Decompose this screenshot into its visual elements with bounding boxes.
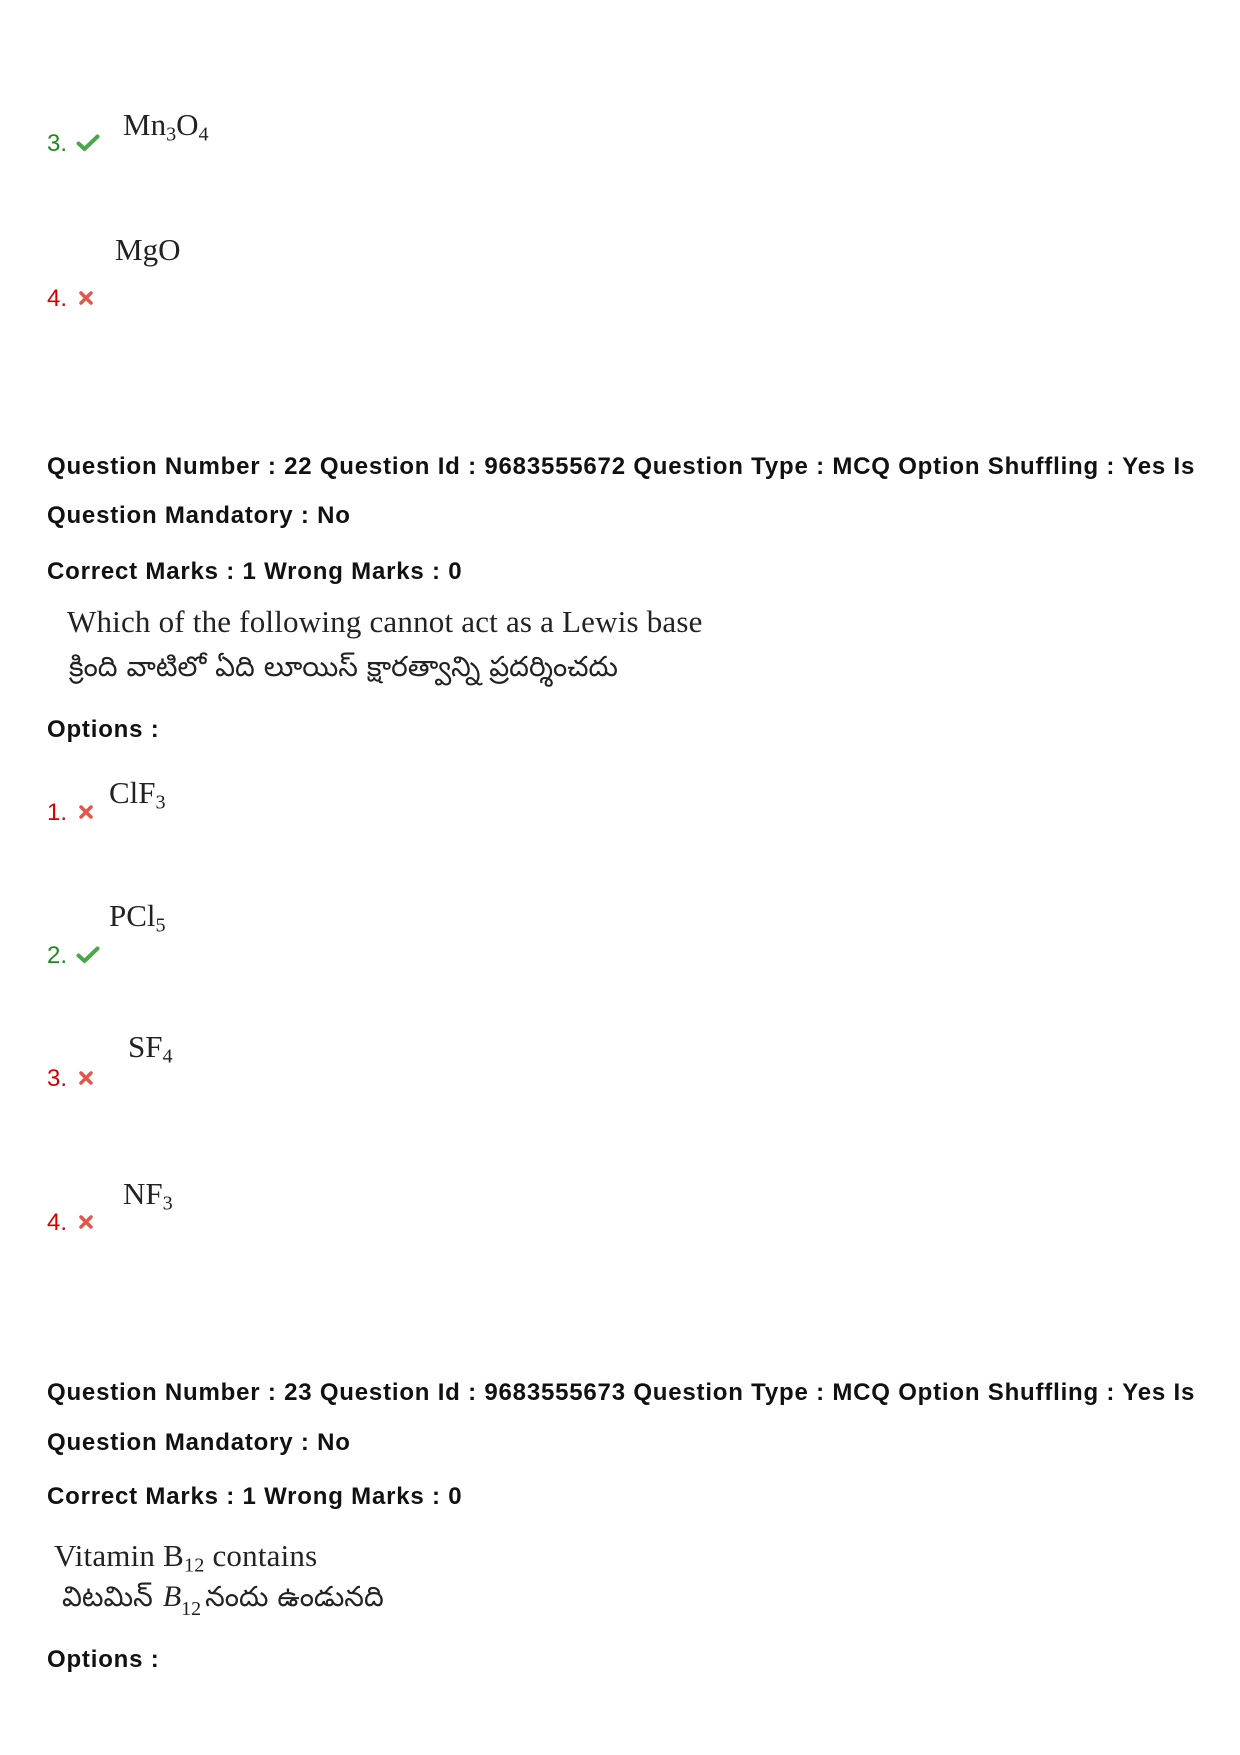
marks-line: Correct Marks : 1 Wrong Marks : 0 [47,558,463,585]
check-icon [76,946,100,964]
option-formula: $SF_4$ [128,1029,173,1068]
option-number: 4. [47,1209,68,1236]
telugu-text: విటమిన్ [62,1580,153,1613]
check-icon [76,134,100,152]
option-number: 3. [47,130,68,157]
telugu-text: నందు ఉండునది [205,1580,384,1613]
subscript: 5 [155,914,166,937]
question-text-telugu: క్రింది వాటిలో ఏది లూయిస్ క్షారత్వాన్ని ప్రదర్శించదు [69,650,618,683]
question-mandatory-line: Question Mandatory : No [47,502,351,529]
question-text-english: Which of the following cannot act as a Lewis base [67,604,703,639]
marks-line: Correct Marks : 1 Wrong Marks : 0 [47,1483,463,1510]
option-number: 2. [47,942,68,969]
subscript: 3 [162,1192,173,1215]
question-text-english: Vitamin $B_{12}$ contains [54,1538,318,1577]
subscript: 12 [183,1554,205,1577]
option-formula: $Mn_3O_4$ [123,107,209,146]
subscript: 3 [155,791,166,814]
question-meta-line: Question Number : 23 Question Id : 9683555673 Question Type : MCQ Option Shuffling : Yes Is [47,1379,1196,1406]
subscript: 4 [162,1045,173,1068]
option-number: 3. [47,1065,68,1092]
math-subscript: 12 [181,1598,202,1617]
subscript: 4 [198,123,209,146]
option-formula: PCl$_5$ [109,898,166,937]
question-text-telugu [62,1577,384,1617]
options-label: Options : [47,1646,160,1673]
cross-icon [78,1214,94,1230]
option-number: 1. [47,799,68,826]
option-formula: $NF_3$ [123,1176,173,1215]
question-meta-line: Question Number : 22 Question Id : 9683555672 Question Type : MCQ Option Shuffling : Yes Is [47,453,1196,480]
options-label: Options : [47,716,160,743]
option-formula: MgO [115,232,181,267]
subscript: 3 [166,123,177,146]
option-formula: ClF$_3$ [109,775,166,814]
cross-icon [78,1070,94,1086]
math-symbol: B [162,1580,182,1613]
question-mandatory-line: Question Mandatory : No [47,1429,351,1456]
option-number: 4. [47,285,68,312]
cross-icon [78,804,94,820]
cross-icon [78,290,94,306]
